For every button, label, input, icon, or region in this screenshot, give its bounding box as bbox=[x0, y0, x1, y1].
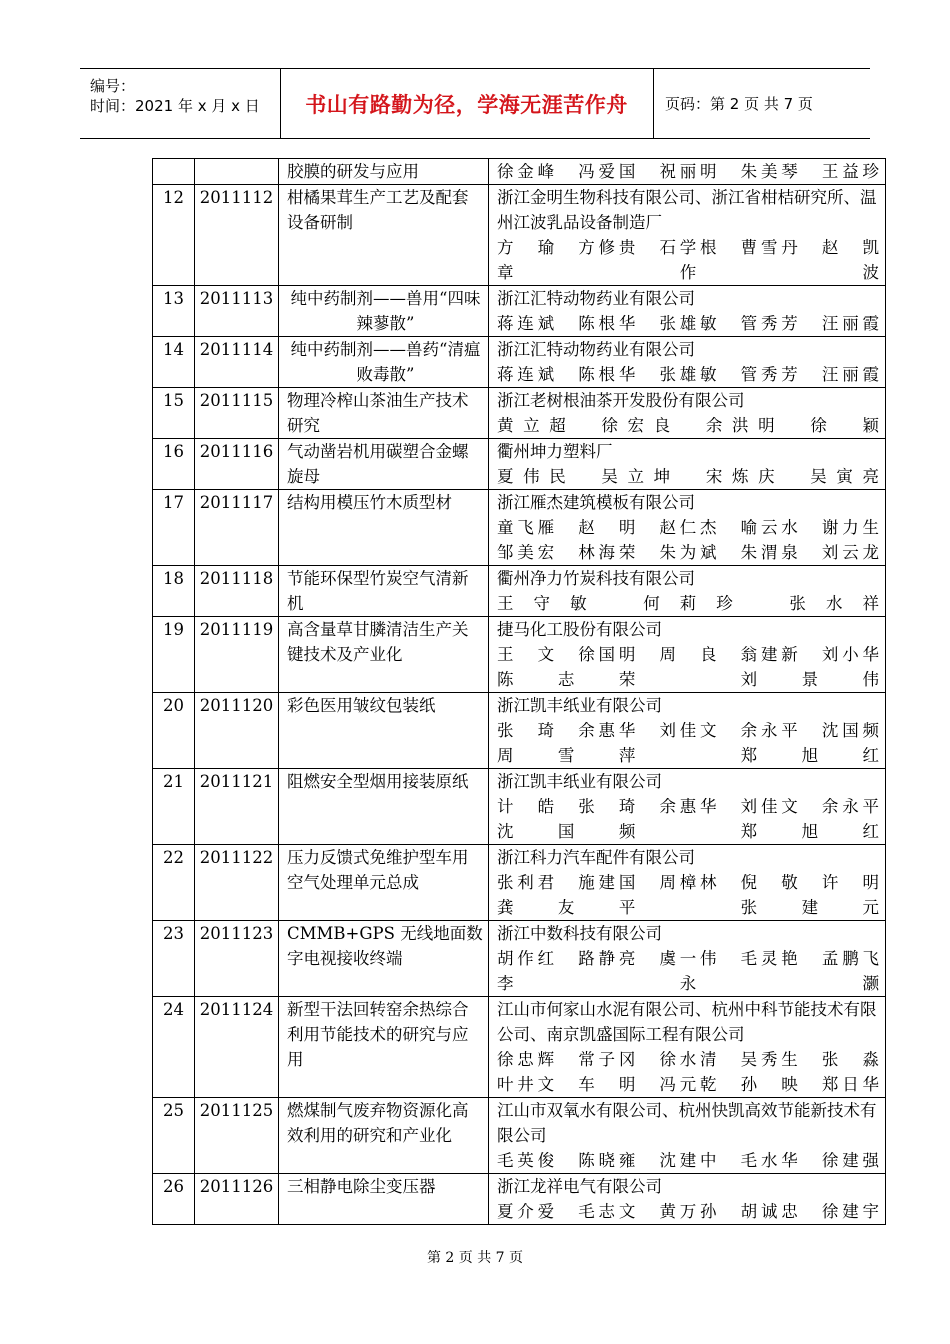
row-code: 2011119 bbox=[195, 617, 279, 693]
table-row bbox=[153, 286, 886, 337]
unit-people-cell bbox=[489, 566, 886, 617]
unit-name: 衢州坤力塑料厂 bbox=[497, 442, 613, 461]
row-number: 24 bbox=[153, 997, 195, 1098]
unit-name: 浙江汇特动物药业有限公司 bbox=[497, 340, 695, 359]
table-row bbox=[153, 921, 886, 997]
people-line: 计 皓 张 琦 余惠华 刘佳文 余永平 bbox=[497, 797, 879, 816]
project-name: 胶膜的研发与应用 bbox=[279, 159, 489, 185]
row-number: 18 bbox=[153, 566, 195, 617]
table-row bbox=[153, 1174, 886, 1225]
table-row bbox=[153, 693, 886, 769]
row-number: 17 bbox=[153, 490, 195, 566]
project-name: 彩色医用皱纹包装纸 bbox=[279, 693, 489, 769]
row-code: 2011120 bbox=[195, 693, 279, 769]
people-line: 张利君 施建国 周樟林 倪 敬 许 明 bbox=[497, 873, 879, 892]
people-line: 章作波 bbox=[497, 263, 879, 282]
page-code: 页码：第 2 页 共 7 页 bbox=[665, 95, 813, 113]
row-code: 2011117 bbox=[195, 490, 279, 566]
header-motto-cell bbox=[280, 69, 654, 138]
row-number: 12 bbox=[153, 185, 195, 286]
people-line: 徐忠辉 常子冈 徐水清 吴秀生 张 淼 bbox=[497, 1050, 879, 1069]
row-code: 2011125 bbox=[195, 1098, 279, 1174]
unit-people-cell bbox=[489, 693, 886, 769]
project-name: CMMB+GPS 无线地面数字电视接收终端 bbox=[279, 921, 489, 997]
people-line: 张 琦 余惠华 刘佳文 余永平 沈国频 bbox=[497, 721, 879, 740]
unit-people-cell bbox=[489, 997, 886, 1098]
people-line: 蒋连斌 陈根华 张雄敏 管秀芳 汪丽霞 bbox=[497, 365, 879, 384]
row-code bbox=[195, 159, 279, 185]
row-code: 2011126 bbox=[195, 1174, 279, 1225]
project-name: 柑橘果茸生产工艺及配套设备研制 bbox=[279, 185, 489, 286]
serial-label: 编号： bbox=[90, 77, 136, 95]
project-name: 结构用模压竹木质型材 bbox=[279, 490, 489, 566]
row-code: 2011112 bbox=[195, 185, 279, 286]
unit-name: 江山市何家山水泥有限公司、杭州中科节能技术有限公司、南京凯盛国际工程有限公司 bbox=[497, 1000, 877, 1044]
people-line: 蒋连斌 陈根华 张雄敏 管秀芳 汪丽霞 bbox=[497, 314, 879, 333]
table-row bbox=[153, 337, 886, 388]
table-row bbox=[153, 185, 886, 286]
row-code: 2011123 bbox=[195, 921, 279, 997]
row-number: 19 bbox=[153, 617, 195, 693]
people-line: 龚友平 张建元 bbox=[497, 898, 879, 917]
unit-name: 浙江龙祥电气有限公司 bbox=[497, 1177, 662, 1196]
page-footer: 第 2 页 共 7 页 bbox=[426, 1250, 524, 1266]
unit-name: 浙江凯丰纸业有限公司 bbox=[497, 772, 662, 791]
unit-people-cell bbox=[489, 1174, 886, 1225]
people-line: 周雪萍 郑旭红 bbox=[497, 746, 879, 765]
row-number: 20 bbox=[153, 693, 195, 769]
row-number: 25 bbox=[153, 1098, 195, 1174]
unit-people-cell bbox=[489, 286, 886, 337]
unit-people-cell bbox=[489, 617, 886, 693]
people-line: 童飞雁 赵 明 赵仁杰 喻云水 谢力生 bbox=[497, 518, 879, 537]
project-name: 物理冷榨山茶油生产技术研究 bbox=[279, 388, 489, 439]
row-code: 2011115 bbox=[195, 388, 279, 439]
unit-people-cell bbox=[489, 845, 886, 921]
project-name: 纯中药制剂——兽用“四味辣蓼散” bbox=[279, 286, 489, 337]
unit-name: 捷马化工股份有限公司 bbox=[497, 620, 662, 639]
people-line: 邹美宏 林海荣 朱为斌 朱渭泉 刘云龙 bbox=[497, 543, 879, 562]
unit-people-cell bbox=[489, 769, 886, 845]
page-header bbox=[80, 68, 870, 139]
project-name: 阻燃安全型烟用接装原纸 bbox=[279, 769, 489, 845]
unit-people-cell bbox=[489, 388, 886, 439]
unit-name: 江山市双氧水有限公司、杭州快凯高效节能新技术有限公司 bbox=[497, 1101, 877, 1145]
people-line: 胡作红 路静亮 虞一伟 毛灵艳 孟鹏飞 bbox=[497, 949, 879, 968]
row-code: 2011114 bbox=[195, 337, 279, 388]
people-line: 方 瑜 方修贵 石学根 曹雪丹 赵 凯 bbox=[497, 238, 879, 257]
table-row bbox=[153, 769, 886, 845]
unit-name: 衢州净力竹炭科技有限公司 bbox=[497, 569, 695, 588]
unit-name: 浙江雁杰建筑模板有限公司 bbox=[497, 493, 695, 512]
header-meta bbox=[80, 69, 281, 138]
people-line: 王守敏 何莉珍 张水祥 bbox=[497, 594, 879, 613]
unit-name: 浙江中数科技有限公司 bbox=[497, 924, 662, 943]
table-row bbox=[153, 388, 886, 439]
people-line: 沈国频 郑旭红 bbox=[497, 822, 879, 841]
motto: 书山有路勤为径，学海无涯苦作舟 bbox=[305, 92, 628, 117]
row-number: 21 bbox=[153, 769, 195, 845]
table-row bbox=[153, 1098, 886, 1174]
row-code: 2011124 bbox=[195, 997, 279, 1098]
project-table bbox=[152, 158, 886, 1225]
unit-people-cell bbox=[489, 1098, 886, 1174]
row-number: 16 bbox=[153, 439, 195, 490]
header-page-cell bbox=[653, 69, 870, 138]
people-line: 叶井文 车 明 冯元乾 孙 映 郑日华 bbox=[497, 1075, 879, 1094]
table-row bbox=[153, 617, 886, 693]
project-name: 新型干法回转窑余热综合利用节能技术的研究与应用 bbox=[279, 997, 489, 1098]
row-number: 22 bbox=[153, 845, 195, 921]
unit-people-cell bbox=[489, 921, 886, 997]
table-row bbox=[153, 439, 886, 490]
row-number: 14 bbox=[153, 337, 195, 388]
row-number: 26 bbox=[153, 1174, 195, 1225]
row-code: 2011121 bbox=[195, 769, 279, 845]
row-number: 15 bbox=[153, 388, 195, 439]
table-row bbox=[153, 490, 886, 566]
project-name: 纯中药制剂——兽药“清瘟败毒散” bbox=[279, 337, 489, 388]
unit-name: 浙江科力汽车配件有限公司 bbox=[497, 848, 695, 867]
table-row bbox=[153, 566, 886, 617]
row-number: 23 bbox=[153, 921, 195, 997]
time-label: 时间：2021 年 x 月 x 日 bbox=[90, 97, 260, 115]
row-number bbox=[153, 159, 195, 185]
project-name: 燃煤制气废弃物资源化高效利用的研究和产业化 bbox=[279, 1098, 489, 1174]
unit-name: 浙江老树根油茶开发股份有限公司 bbox=[497, 391, 745, 410]
project-name: 压力反馈式免维护型车用空气处理单元总成 bbox=[279, 845, 489, 921]
row-code: 2011118 bbox=[195, 566, 279, 617]
table-row bbox=[153, 997, 886, 1098]
unit-people-cell bbox=[489, 490, 886, 566]
people-line: 王 文 徐国明 周 良 翁建新 刘小华 bbox=[497, 645, 879, 664]
people-line: 夏伟民 吴立坤 宋炼庆 吴寅亮 bbox=[497, 467, 879, 486]
people-line: 夏介爱 毛志文 黄万孙 胡诚忠 徐建宇 bbox=[497, 1202, 879, 1221]
row-code: 2011113 bbox=[195, 286, 279, 337]
project-name: 气动凿岩机用碳塑合金螺旋母 bbox=[279, 439, 489, 490]
row-code: 2011122 bbox=[195, 845, 279, 921]
project-name: 节能环保型竹炭空气清新机 bbox=[279, 566, 489, 617]
row-code: 2011116 bbox=[195, 439, 279, 490]
unit-people-cell bbox=[489, 439, 886, 490]
row-number: 13 bbox=[153, 286, 195, 337]
table-row bbox=[153, 845, 886, 921]
unit-people-cell bbox=[489, 159, 886, 185]
people-line: 陈志荣 刘景伟 bbox=[497, 670, 879, 689]
unit-name: 浙江凯丰纸业有限公司 bbox=[497, 696, 662, 715]
unit-name: 浙江金明生物科技有限公司、浙江省柑桔研究所、温州江波乳品设备制造厂 bbox=[497, 188, 877, 232]
unit-people-cell bbox=[489, 337, 886, 388]
table-row bbox=[153, 159, 886, 185]
project-table-body bbox=[153, 159, 886, 1225]
project-name: 三相静电除尘变压器 bbox=[279, 1174, 489, 1225]
people-line: 毛英俊 陈晓雍 沈建中 毛水华 徐建强 bbox=[497, 1151, 879, 1170]
people-line: 黄立超 徐宏良 余洪明 徐 颖 bbox=[497, 416, 879, 435]
people-line: 李永灏 bbox=[497, 974, 879, 993]
unit-name: 浙江汇特动物药业有限公司 bbox=[497, 289, 695, 308]
project-name: 高含量草甘膦清洁生产关键技术及产业化 bbox=[279, 617, 489, 693]
unit-people-cell bbox=[489, 185, 886, 286]
people-line: 徐金峰 冯爱国 祝丽明 朱美琴 王益珍 bbox=[497, 162, 879, 181]
